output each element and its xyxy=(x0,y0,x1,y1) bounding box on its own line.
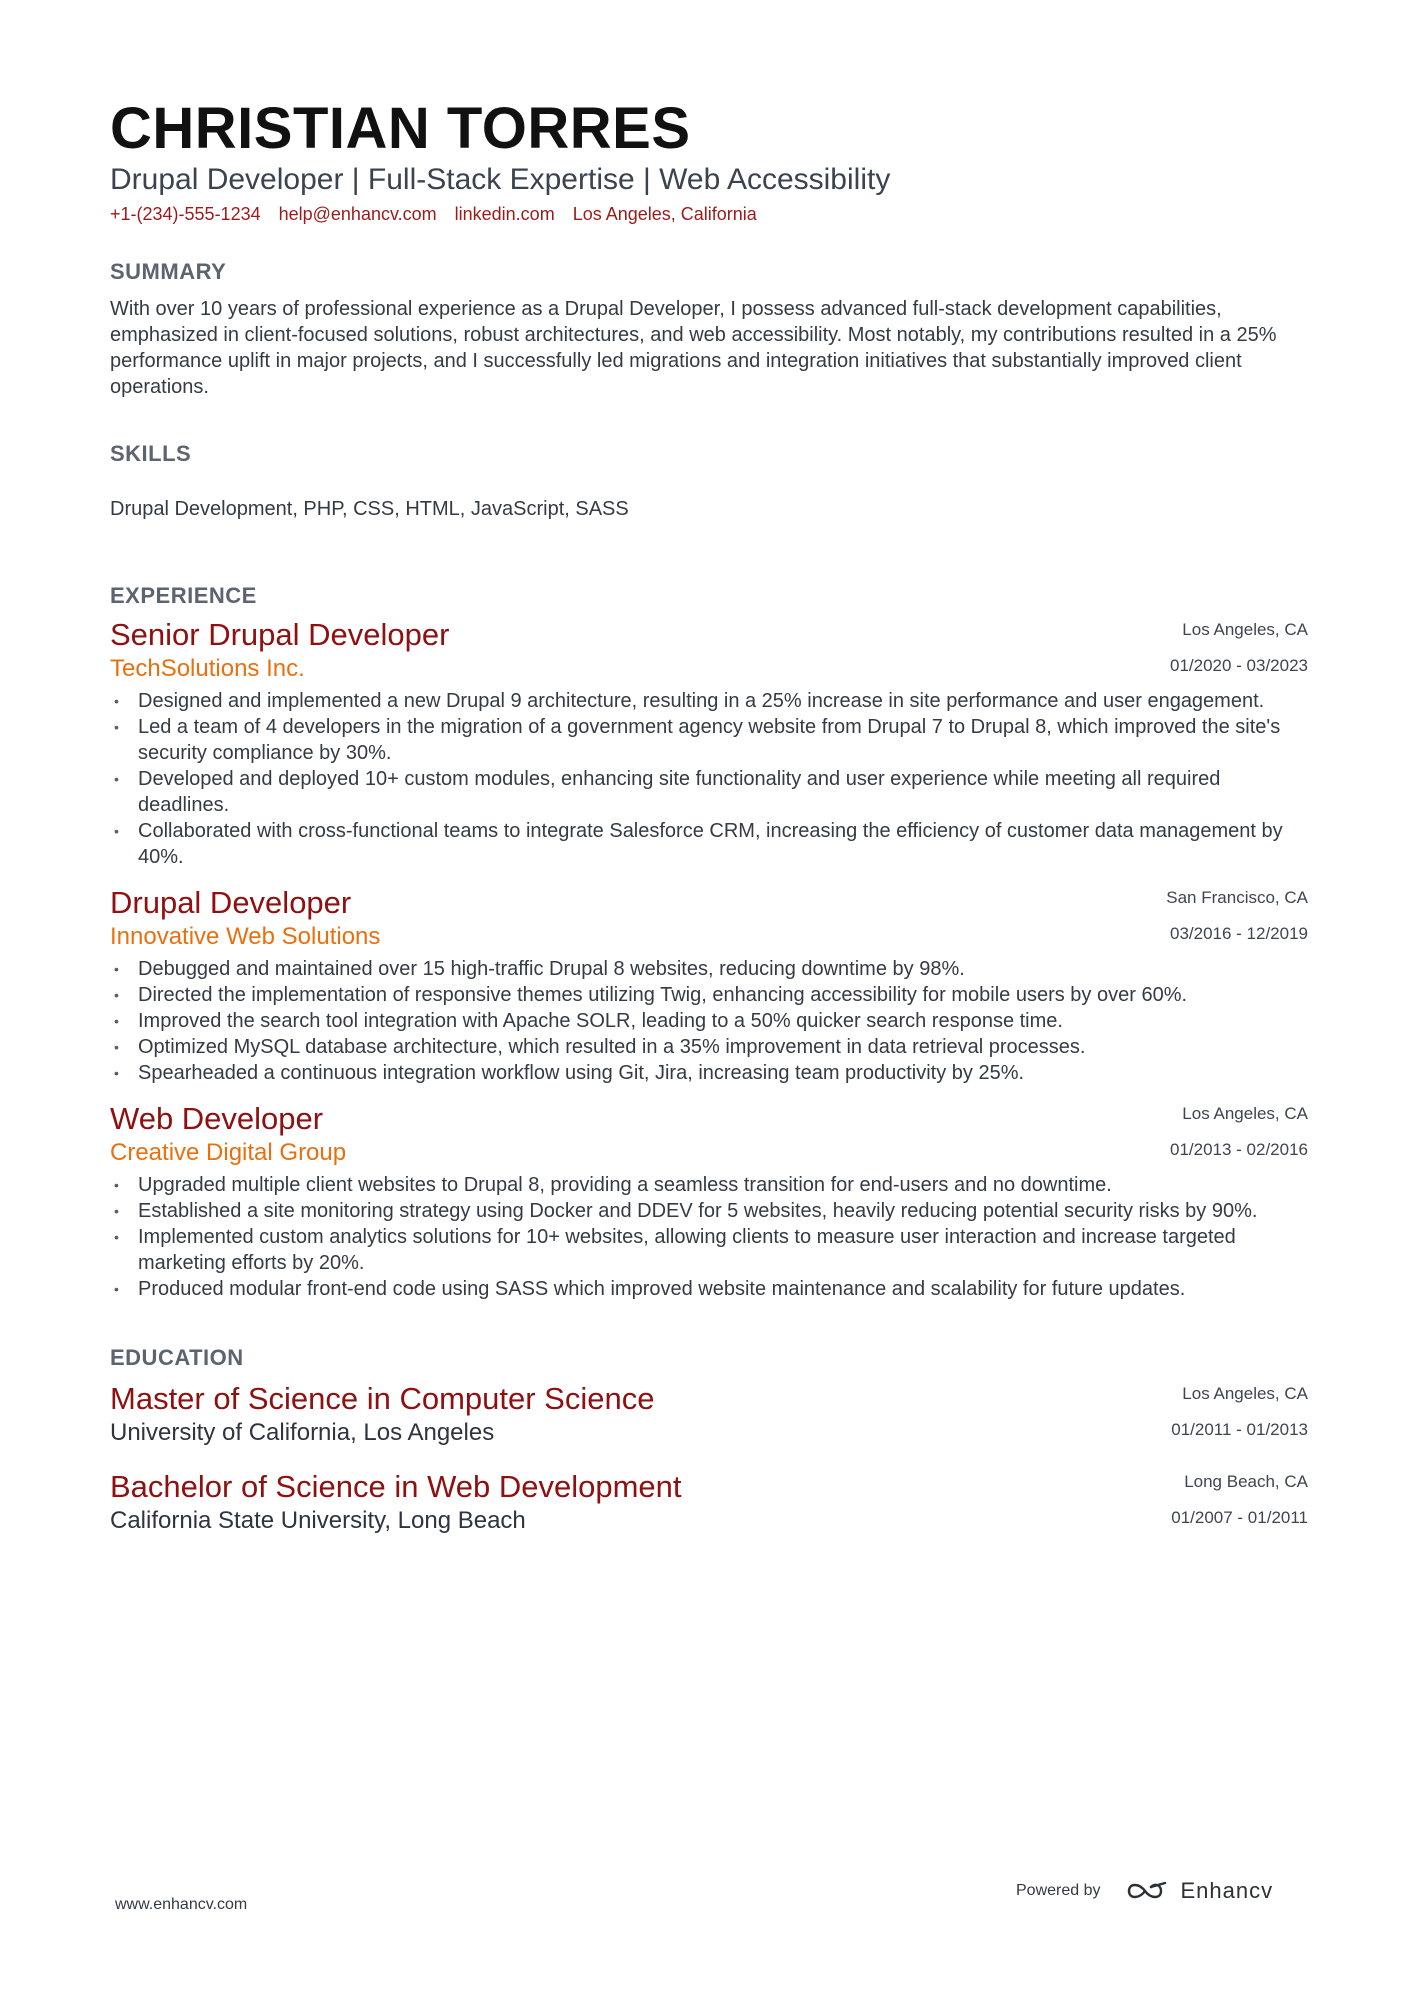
brand-name: Enhancv xyxy=(1180,1878,1274,1903)
education-entry xyxy=(110,1380,1308,1448)
enhancv-logo[interactable] xyxy=(1125,1878,1274,1904)
school-location: Long Beach, CA xyxy=(1184,1472,1308,1491)
bullet-item: • Produced modular front-end code using SASS which improved website maintenance and scalability for future updates. xyxy=(114,1278,1186,1300)
job-location: Los Angeles, CA xyxy=(1182,620,1308,639)
summary-section xyxy=(110,258,1308,400)
bullet-item: • Collaborated with cross-functional teams to integrate Salesforce CRM, increasing the efficiency of customer data management by 40%. xyxy=(114,820,1283,868)
degree-title: Bachelor of Science in Web Development xyxy=(110,1469,682,1504)
enhancv-logo-icon xyxy=(1125,1879,1171,1903)
bullet-item: • Established a site monitoring strategy using Docker and DDEV for 5 websites, heavily reducing potential security risks by 90%. xyxy=(114,1200,1258,1222)
bullet-item: • Optimized MySQL database architecture, which resulted in a 35% improvement in data retrieval processes. xyxy=(114,1036,1086,1058)
company-name: Innovative Web Solutions xyxy=(110,923,381,950)
bullet-item: • Spearheaded a continuous integration workflow using Git, Jira, increasing team productivity by 25%. xyxy=(114,1062,1025,1084)
skills-title: SKILLS xyxy=(110,441,192,466)
linkedin-link[interactable]: linkedin.com xyxy=(454,204,555,224)
summary-text: With over 10 years of professional experience as a Drupal Developer, I possess advanced full-stack development capabilities, emphasized in client-focused solutions, robust architectures, and web accessibility. Most notably, my contributions resulted in a 25% performance uplift in major projects, and I successfully led migrations and integration initiatives that substantially improved client operations. xyxy=(110,298,1277,398)
job-bullets xyxy=(110,688,1308,870)
education-dates: 01/2007 - 01/2011 xyxy=(1171,1508,1308,1527)
powered-by-label: Powered by xyxy=(1016,1882,1101,1899)
candidate-headline: Drupal Developer | Full-Stack Expertise | Web Accessibility xyxy=(110,163,891,196)
bullet-item: • Designed and implemented a new Drupal 9 architecture, resulting in a 25% increase in site performance and user engagement. xyxy=(114,690,1265,712)
email-link[interactable]: help@enhancv.com xyxy=(278,204,437,224)
bullet-item: • Implemented custom analytics solutions for 10+ websites, allowing clients to measure user interaction and increase targeted marketing efforts by 20%. xyxy=(114,1226,1236,1274)
job-location: Los Angeles, CA xyxy=(1182,1104,1308,1123)
bullet-item: • Led a team of 4 developers in the migration of a government agency website from Drupal 7 to Drupal 8, which improved the site's security compliance by 30%. xyxy=(114,716,1281,764)
company-name: Creative Digital Group xyxy=(110,1139,347,1166)
experience-section xyxy=(110,582,1308,1302)
summary-title: SUMMARY xyxy=(110,259,227,284)
education-dates: 01/2011 - 01/2013 xyxy=(1171,1420,1308,1439)
job-dates: 01/2013 - 02/2016 xyxy=(1169,1140,1308,1159)
experience-entry xyxy=(110,1100,1308,1302)
experience-entry xyxy=(110,616,1308,870)
company-name: TechSolutions Inc. xyxy=(110,655,305,682)
location-text: Los Angeles, California xyxy=(572,204,757,224)
bullet-item: • Directed the implementation of responsive themes utilizing Twig, enhancing accessibility for mobile users by over 60%. xyxy=(114,984,1188,1006)
education-entry xyxy=(110,1468,1308,1536)
experience-entry xyxy=(110,884,1308,1086)
bullet-item: • Developed and deployed 10+ custom modules, enhancing site functionality and user experience while meeting all required deadlines. xyxy=(114,768,1221,816)
candidate-name: CHRISTIAN TORRES xyxy=(110,96,691,161)
bullet-item: • Upgraded multiple client websites to Drupal 8, providing a seamless transition for end-users and no downtime. xyxy=(114,1174,1112,1196)
job-dates: 01/2020 - 03/2023 xyxy=(1169,656,1308,675)
school-name: University of California, Los Angeles xyxy=(110,1419,495,1446)
school-location: Los Angeles, CA xyxy=(1182,1384,1308,1403)
education-section xyxy=(110,1344,1308,1536)
phone-link[interactable]: +1-(234)-555-1234 xyxy=(110,204,261,224)
job-title: Web Developer xyxy=(110,1101,324,1136)
education-title: EDUCATION xyxy=(110,1345,244,1370)
footer-website-link[interactable]: www.enhancv.com xyxy=(115,1896,248,1913)
job-location: San Francisco, CA xyxy=(1166,888,1308,907)
job-bullets xyxy=(110,956,1308,1086)
resume-header xyxy=(110,96,1308,226)
job-dates: 03/2016 - 12/2019 xyxy=(1169,924,1308,943)
school-name: California State University, Long Beach xyxy=(110,1507,526,1534)
bullet-item: • Improved the search tool integration with Apache SOLR, leading to a 50% quicker search response time. xyxy=(114,1010,1063,1032)
job-title: Drupal Developer xyxy=(110,885,352,920)
job-bullets xyxy=(110,1172,1308,1302)
job-title: Senior Drupal Developer xyxy=(110,617,450,652)
footer-powered-by xyxy=(1016,1878,1273,1904)
resume-page xyxy=(110,96,1308,1536)
skills-section xyxy=(110,440,1308,522)
bullet-item: • Debugged and maintained over 15 high-traffic Drupal 8 websites, reducing downtime by 98%. xyxy=(114,958,965,980)
degree-title: Master of Science in Computer Science xyxy=(110,1381,655,1416)
skills-text: Drupal Development, PHP, CSS, HTML, JavaScript, SASS xyxy=(110,498,629,520)
contact-info xyxy=(110,202,1308,226)
experience-title: EXPERIENCE xyxy=(110,583,257,608)
